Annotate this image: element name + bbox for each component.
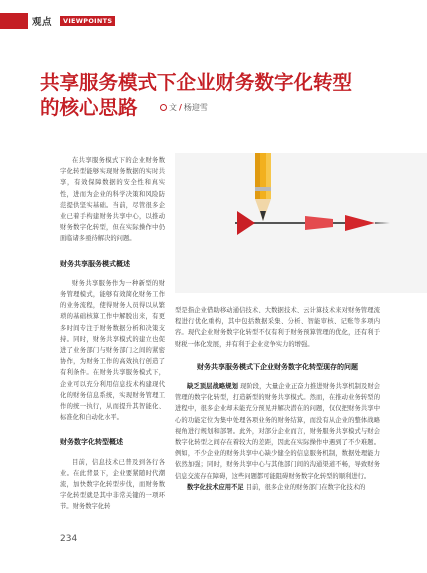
section2-heading: 财务数字化转型概述 [60, 438, 123, 447]
author-name: 杨迎雪 [183, 103, 208, 112]
page-number: 234 [60, 534, 78, 544]
column-label: 观点 [32, 17, 53, 28]
intro-paragraph: 在共享服务模式下的企业财务数字化转型能够实现财务数据的实时共享，有效保障数据的安全性和真实性，进而为企业的科学决策和风险防范提供坚实基础。当前，尽管很多企业已着手构建财务共享中心，以推动财务数字化转型，但在实际操作中仍面临诸多亟待解决的问题。 [60, 157, 165, 243]
section3-lead: 缺乏顶层战略规划 [187, 383, 238, 391]
section3-body: 现阶段，大量企业正奋力推进财务共享机制及财会管理的数字化转型，打造新型的财务共享模式。然而，在推动业务转型的进程中，很多企业却未能充分预见并解决潜在的问题，仅仅把财务共享中心的功能定位为集中处理各项业务的财务结算，而没有从企业的整体战略视角进行规划和部署。此外，对部分企业而言，财务服务共享模式与财会数字化转型之间存在着较大的差距，因此在实际操作中遇到了不少难题。例如，不少企业的财务共享中心缺少健全的信息服务机制，数据处理能力依然加强；同时，财务共享中心与其他部门间的沟通渠道不畅，导致财务信息交流存在障碍，这些问题都可能阻碍财务数字化转型的顺利进行。 [175, 383, 381, 480]
col2-top-paragraph: 型是指企业借助移动通信技术、大数据技术、云计算技术来对财务管理流程进行优化重构，其中包括数据采集、分析、智能审核、记账等多项内容。现代企业财务数字化转型不仅有利于财务预算管理的优化，还有利于财税一体化发展，并有利于企业竞争实力的增强。 [175, 307, 380, 348]
right-column [175, 305, 380, 493]
column-label-en: VIEWPOINTS [60, 16, 115, 26]
left-column [60, 155, 165, 513]
article-title [40, 70, 400, 120]
section1-body: 财务共享服务作为一种新型的财务管理模式，能够有效简化财务工作的业务流程，使得财务人员得以从繁琐的基础核算工作中解脱出来，有更多时间专注于财务数据分析和决策支持。同时，财务共享模式的建立也促进了业务部门与财务部门之间的紧密协作，为财务工作的高效执行创造了有利条件。在财务共享服务模式下，企业可以充分利用信息技术构建现代化的财务信息系统，实现财务管理工作的统一执行，从而提升其智能化、标准化和自动化水平。 [60, 279, 165, 422]
section3-paragraph-1 [175, 381, 380, 482]
dartboard-pencil-image [175, 153, 427, 293]
section2-body: 目前，信息技术已普及到各行各业。在此背景下，企业要紧随时代潮流，加快数字化转型步伐，而财务数字化转型就是其中非常关键的一项环节。财务数字化转 [60, 458, 165, 511]
section1-heading: 财务共享服务模式概述 [60, 259, 130, 268]
section3-heading: 财务共享服务模式下企业财务数字化转型现存的问题 [197, 362, 358, 371]
author-byline: 文 / 杨迎雪 [160, 102, 208, 113]
title-line-2: 的核心思路 [40, 96, 138, 119]
title-line-1: 共享服务模式下企业财务数字化转型 [40, 71, 353, 94]
header-bar [0, 13, 427, 29]
section3-body-2: 目前，很多企业的财务部门在数字化技术的 [245, 483, 366, 491]
dart-pencil-illustration [175, 153, 427, 293]
author-label: 文 [169, 103, 177, 112]
header-red-bar [0, 13, 28, 29]
section3-lead-2: 数字化技术应用不足 [187, 483, 244, 491]
bullet-icon [160, 104, 167, 111]
section3-paragraph-2 [175, 482, 380, 493]
